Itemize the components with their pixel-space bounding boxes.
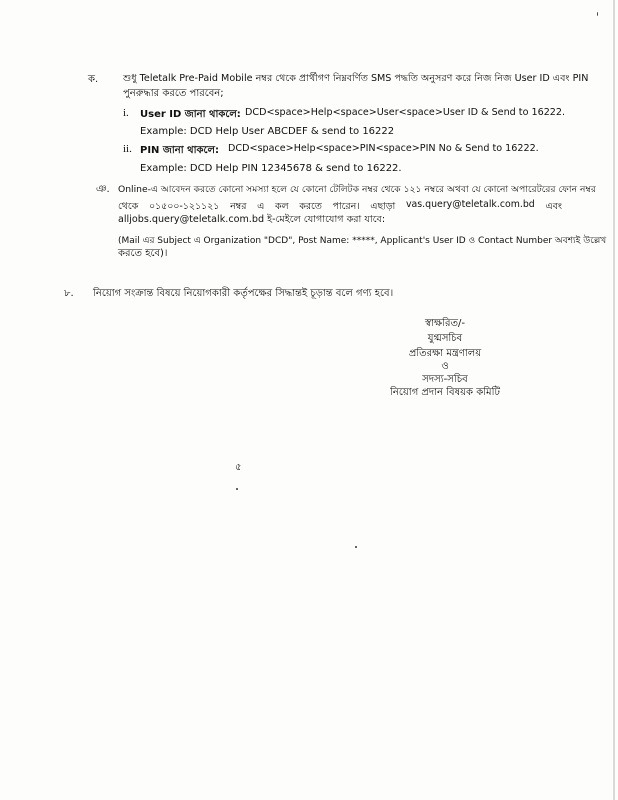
line2-word: এছাড়া xyxy=(370,201,396,212)
line2-word: কল xyxy=(275,201,289,212)
item-ii-text: DCD<space>Help<space>PIN<space>PIN No & Send to 16222. xyxy=(228,143,539,154)
scan-edge xyxy=(613,0,615,800)
email-vas-query: vas.query@teletalk.com.bd xyxy=(406,199,535,210)
signature-member: সদস্য-সচিব xyxy=(422,374,468,385)
signature-and: ও xyxy=(441,361,449,372)
scan-speck xyxy=(597,12,598,16)
item-i-marker: i. xyxy=(123,107,129,119)
section-kha-marker: ঞ. xyxy=(96,184,110,195)
signature-signed: স্বাক্ষরিত/- xyxy=(425,318,465,329)
signature-committee: নিয়োগ প্রদান বিষয়ক কমিটি xyxy=(390,387,500,398)
signature-title: যুগ্মসচিব xyxy=(427,333,463,344)
section-8-text: নিয়োগ সংক্রান্ত বিষয়ে নিয়োগকারী কর্তৃপক্ষের সিদ্ধান্তই চূড়ান্ত বলে গণ্য হবে। xyxy=(93,288,394,299)
item-ii-label: PIN জানা থাকলে: xyxy=(140,145,219,156)
section-kha-line1: Online-এ আবেদন করতে কোনো সমস্যা হলে যে কোনো টেলিটক নম্বর থেকে ১২১ নম্বরে অথবা যে কোনো অপারেটরের ফোন নম্বর xyxy=(118,184,596,195)
section-ka-line2: পুনরুদ্ধার করতে পারবেন; xyxy=(123,88,224,99)
item-i-text: DCD<space>Help<space>User<space>User ID & Send to 16222. xyxy=(245,107,566,118)
scan-speck xyxy=(236,488,238,490)
scan-speck xyxy=(355,546,357,548)
signature-ministry: প্রতিরক্ষা মন্ত্রণালয় xyxy=(408,348,482,359)
line2-word: এবং xyxy=(545,201,562,212)
section-kha-note-line1: (Mail এর Subject এ Organization "DCD", Post Name: *****, Applicant's User ID ও Contact Number অবশ্যই উল্লেখ xyxy=(118,236,607,246)
item-ii-example: Example: DCD Help PIN 12345678 & send to 16222. xyxy=(140,163,402,174)
line2-word: থেকে xyxy=(118,201,139,212)
section-kha-line3: alljobs.query@teletalk.com.bd ই-মেইলে যোগাযোগ করা যাবে: xyxy=(118,214,386,225)
page-number: ৫ xyxy=(235,462,242,473)
section-8-marker: ৮. xyxy=(64,288,74,299)
section-ka-line1: শুধু Teletalk Pre-Paid Mobile নম্বর থেকে প্রার্থীগণ নিম্নবর্ণিত SMS পদ্ধতি অনুসরণ করে নিজ নিজ User ID এবং PIN xyxy=(123,73,589,84)
item-ii-marker: ii. xyxy=(123,143,132,155)
section-ka-marker: ক. xyxy=(88,74,99,85)
line2-word: করতে xyxy=(299,201,322,212)
line2-word: এ xyxy=(257,201,265,212)
item-i-example: Example: DCD Help User ABCDEF & send to 16222 xyxy=(140,126,395,137)
line2-word: পারেন। xyxy=(332,201,360,212)
section-kha-line2 xyxy=(118,199,562,214)
section-kha-note-line2: করতে হবে)। xyxy=(118,248,168,259)
line2-word: ০১৫০০-১২১১২১ xyxy=(148,201,220,212)
item-i-label: User ID জানা থাকলে: xyxy=(140,109,241,120)
line2-word: নম্বর xyxy=(230,201,247,212)
